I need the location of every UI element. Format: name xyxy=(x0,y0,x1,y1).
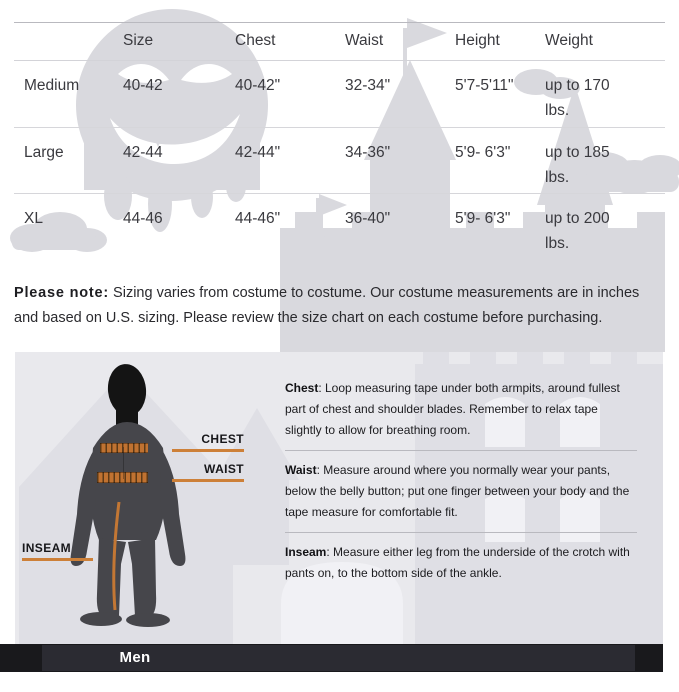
weight-value: up to 200 lbs. xyxy=(545,210,610,252)
header-empty xyxy=(24,23,123,32)
waist-instruction xyxy=(285,460,637,523)
height-value: 5'7-5'11" xyxy=(455,77,514,94)
height-value: 5'9- 6'3" xyxy=(455,144,511,161)
inseam-instruction-lead: Inseam xyxy=(285,545,327,559)
chest-instruction-body: : Loop measuring tape under both armpits, around fullest part of chest and shoulder blades. Remember to relax tape slightly to allow for breathing room. xyxy=(285,381,620,437)
chest-value: 44-46" xyxy=(235,210,281,227)
size-value: 40-42 xyxy=(123,77,163,94)
divider xyxy=(285,532,637,533)
measurement-guide-panel xyxy=(15,352,663,645)
note-lead: Please note: xyxy=(14,285,110,301)
header-chest: Chest xyxy=(235,32,276,49)
row-label: XL xyxy=(24,210,43,227)
table-row-xl xyxy=(14,194,665,258)
waist-value: 34-36" xyxy=(345,144,391,161)
chest-instruction xyxy=(285,378,637,441)
header-waist: Waist xyxy=(345,32,384,49)
size-value: 44-46 xyxy=(123,210,163,227)
size-table xyxy=(14,22,665,258)
waist-value: 32-34" xyxy=(345,77,391,94)
size-table-header xyxy=(14,23,665,61)
gender-tab-bar xyxy=(0,644,663,672)
chest-callout-label: CHEST xyxy=(172,432,244,452)
inseam-instruction xyxy=(285,542,637,584)
waist-instruction-lead: Waist xyxy=(285,463,317,477)
header-height: Height xyxy=(455,32,500,49)
size-value: 42-44 xyxy=(123,144,163,161)
table-row-medium xyxy=(14,61,665,128)
chest-value: 40-42" xyxy=(235,77,281,94)
table-row-large xyxy=(14,128,665,194)
measure-instructions xyxy=(285,378,637,593)
chest-instruction-lead: Chest xyxy=(285,381,319,395)
tape-connector-line xyxy=(123,447,124,479)
waist-callout-label: WAIST xyxy=(172,462,244,482)
height-value: 5'9- 6'3" xyxy=(455,210,511,227)
weight-value: up to 185 lbs. xyxy=(545,144,610,186)
note-body: Sizing varies from costume to costume. Our costume measurements are in inches and based on U.S. sizing. Please review the size chart on each costume before purchasing. xyxy=(14,285,640,326)
divider xyxy=(285,450,637,451)
tab-men[interactable]: Men xyxy=(119,649,151,666)
row-label: Large xyxy=(24,144,64,161)
inseam-instruction-body: : Measure either leg from the underside of the crotch with pants on, to the bottom side of the ankle. xyxy=(285,545,630,580)
weight-value: up to 170 lbs. xyxy=(545,77,610,119)
waist-instruction-body: : Measure around where you normally wear your pants, below the belly button; put one finger between your body and the tape measure for comfortable fit. xyxy=(285,463,630,519)
header-weight: Weight xyxy=(545,32,593,49)
header-size: Size xyxy=(123,32,154,49)
waist-value: 36-40" xyxy=(345,210,391,227)
sizing-note xyxy=(14,281,666,331)
chest-value: 42-44" xyxy=(235,144,281,161)
row-label: Medium xyxy=(24,77,80,94)
chest-tape-band xyxy=(100,443,148,453)
inseam-callout-label: INSEAM xyxy=(22,541,93,561)
